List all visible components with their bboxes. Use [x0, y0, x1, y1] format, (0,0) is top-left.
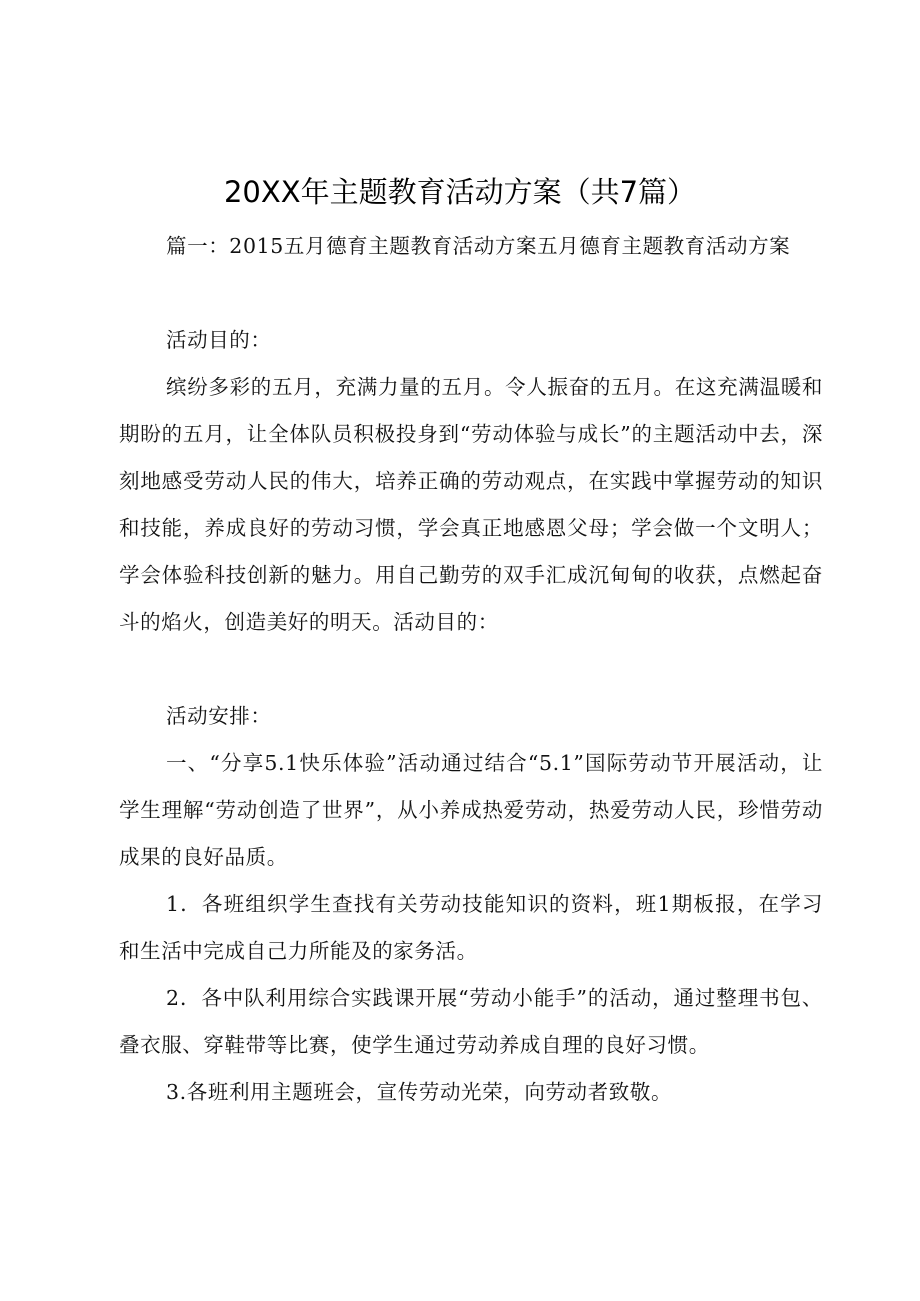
paragraph-chapter-heading: 篇一：2015五月德育主题教育活动方案五月德育主题教育活动方案 — [166, 234, 791, 258]
paragraph-sub-item-2: 2．各中队利用综合实践课开展“劳动小能手”的活动，通过整理书包、叠衣服、穿鞋带等比赛，使学生通过劳动养成自理的良好习惯。 — [119, 986, 823, 1057]
paragraph-activity-purpose-heading: 活动目的： — [166, 328, 272, 352]
paragraph-activity-arrangement-heading: 活动安排： — [166, 704, 272, 728]
paragraph-sub-item-1: 1．各班组织学生查找有关劳动技能知识的资料，班1期板报，在学习和生活中完成自己力所能及的家务活。 — [119, 892, 823, 963]
paragraph-sub-item-3: 3.各班利用主题班会，宣传劳动光荣，向劳动者致敬。 — [166, 1080, 673, 1104]
paragraph-item-one: 一、“分享5.1快乐体验”活动通过结合“5.1”国际劳动节开展活动，让学生理解“劳动创造了世界”，从小养成热爱劳动，热爱劳动人民，珍惜劳动成果的良好品质。 — [119, 751, 823, 869]
paragraph-purpose-body: 缤纷多彩的五月，充满力量的五月。令人振奋的五月。在这充满温暖和期盼的五月，让全体队员积极投身到“劳动体验与成长”的主题活动中去，深刻地感受劳动人民的伟大，培养正确的劳动观点，在实践中掌握劳动的知识和技能，养成良好的劳动习惯，学会真正地感恩父母；学会做一个文明人；学会体验科技创新的魅力。用自己勤劳的双手汇成沉甸甸的收获，点燃起奋斗的焰火，创造美好的明天。活动目的： — [119, 375, 823, 634]
document-title: 20XX年主题教育活动方案（共7篇） — [223, 175, 697, 209]
